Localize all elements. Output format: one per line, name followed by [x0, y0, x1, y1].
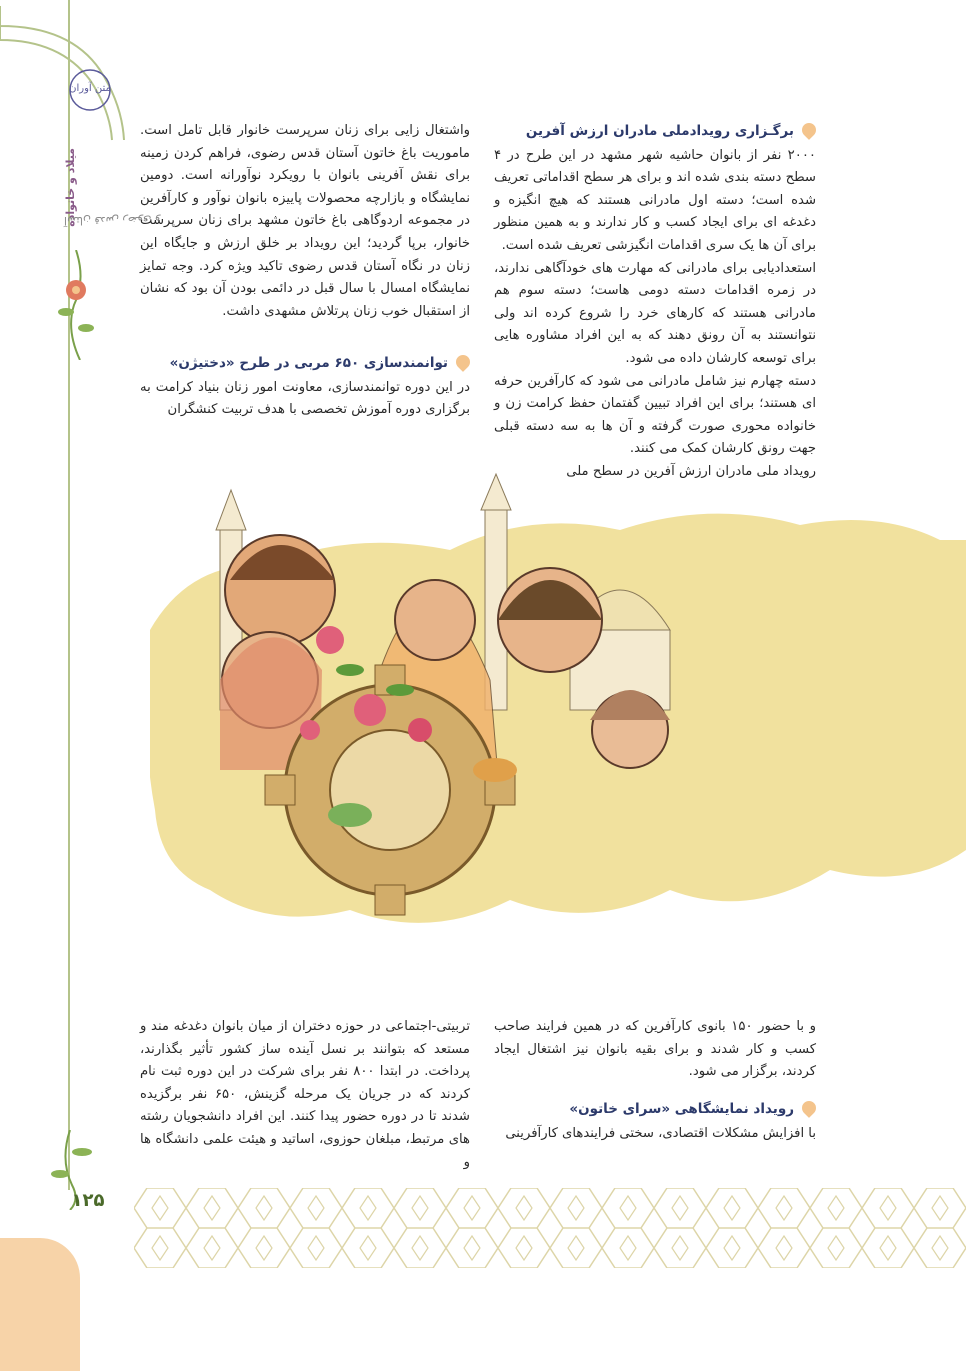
section-training [140, 1016, 470, 1174]
section-empowerment [140, 352, 470, 422]
flower-ornament-icon [56, 250, 96, 360]
geometric-pattern [134, 1188, 966, 1268]
page-number: ۱۲۵ [71, 1190, 105, 1211]
section-heading [140, 352, 470, 375]
section-ceremony [494, 1016, 816, 1084]
section-heading [494, 1098, 816, 1121]
bullet-icon [799, 1098, 819, 1118]
left-margin-frame [0, 0, 72, 1371]
paragraph: تربیتی-اجتماعی در حوزه دختران از میان بانوان دغدغه مند و مستعد که بتوانند بر نسل آینده ساز کشور تأثیر بگذارند، پرداخت. در ابتدا ۸۰۰ نفر برای شرکت در این دوره ثبت نام کردند که در جریان یک مرحله گزینش، ۶۵۰ نفر برگزیده شدند تا در دوره حضور پیدا کنند. این افراد دانشجویان رشته های مرتبط، مبلغان حوزوی، اساتید و هیئت علمی دانشگاه ها و [140, 1019, 470, 1170]
section-bagh-khatoon [140, 120, 470, 323]
caption-prefix: آستان قدس رضوی و [64, 213, 161, 227]
paragraph: استعدادیابی برای مادرانی که مهارت های خودآگاهی ندارند، در زمره اقدامات دسته دومی هاست؛ دسته سوم هم مادرانی هستند که کارهای خرد را شروع کرده اند ولی نتوانستند به آن رونق دهند که به این افراد مشاوره هایی برای توسعه کارشان داده می شود. [494, 260, 816, 366]
heading-text: رویداد نمایشگاهی «سرای خاتون» [569, 1101, 794, 1117]
women-entrepreneurs-illustration [150, 470, 966, 980]
paragraph: ۲۰۰۰ نفر از بانوان حاشیه شهر مشهد در این طرح در ۴ سطح دسته بندی شده اند و برای هر سطح اقداماتی تعریف شده است؛ دسته اول مادرانی هستند که هیچ انگیزه و دغدغه ای برای ایجاد کسب و کار ندارند و به همین منظور برای آن ها یک سری اقدامات انگیزشی تعریف شده است. [494, 147, 816, 253]
bullet-icon [453, 352, 473, 372]
section-khatoon-exhibition [494, 1098, 816, 1145]
paragraph: واشتغال زایی برای زنان سرپرست خانوار قابل تامل است. ماموریت باغ خاتون آستان قدس رضوی، فراهم کردن زمینه برای نقش آفرینی بانوان با رویکرد نوآورانه است. دومین نمایشگاه و بازارچه محصولات پاییزه بانوان نوآور و کارآفرین در مجموعه اردوگاهی باغ خاتون مشهد برای زنان سرپرست خانوار، برپا گردید؛ این رویداد بر خلق ارزش و جایگاه این زنان در نگاه آستان قدس رضوی تاکید ویژه کرد. وجه تمایز نمایشگاه امسال با سال قبل در دائمی بودن آن بود که نشان از استقبال خوب زنان پرتلاش مشهدی داشت. [140, 123, 470, 319]
logo-text: متن آوران [69, 83, 111, 94]
heading-text: توانمندسازی ۶۵۰ مربی در طرح «دختیژن» [169, 355, 448, 371]
section-heading [494, 120, 816, 143]
paragraph: رویداد ملی مادران ارزش آفرین در سطح ملی [566, 463, 816, 479]
caption-highlight: میلاد و خانواده [64, 148, 77, 227]
paragraph: دسته چهارم نیز شامل مادرانی می شود که کارآفرین حرفه ای هستند؛ برای این افراد تبیین گفتمان حفظ کرامت زن و خانواده محوری صورت گرفته و آن ها به سه دسته قبلی جهت رونق کارشان کمک می کنند. [494, 373, 816, 457]
magazine-logo [60, 66, 120, 122]
page-tab [0, 1238, 80, 1371]
paragraph: در این دوره توانمندسازی، معاونت امور زنان بنیاد کرامت به برگزاری دوره آموزش تخصصی با هدف تربیت کنشگران [140, 379, 470, 418]
bullet-icon [799, 120, 819, 140]
paragraph: و با حضور ۱۵۰ بانوی کارآفرین که در همین فرایند صاحب کسب و کار شدند و برای بقیه بانوان نیز اشتغال ایجاد کردند، برگزار می شود. [494, 1019, 817, 1080]
heading-text: برگـزاری رویدادملی مادران ارزش آفرین [525, 123, 794, 139]
paragraph: با افزایش مشکلات اقتصادی، سختی فرایندهای کارآفرینی [505, 1125, 816, 1141]
section-national-event [494, 120, 816, 484]
